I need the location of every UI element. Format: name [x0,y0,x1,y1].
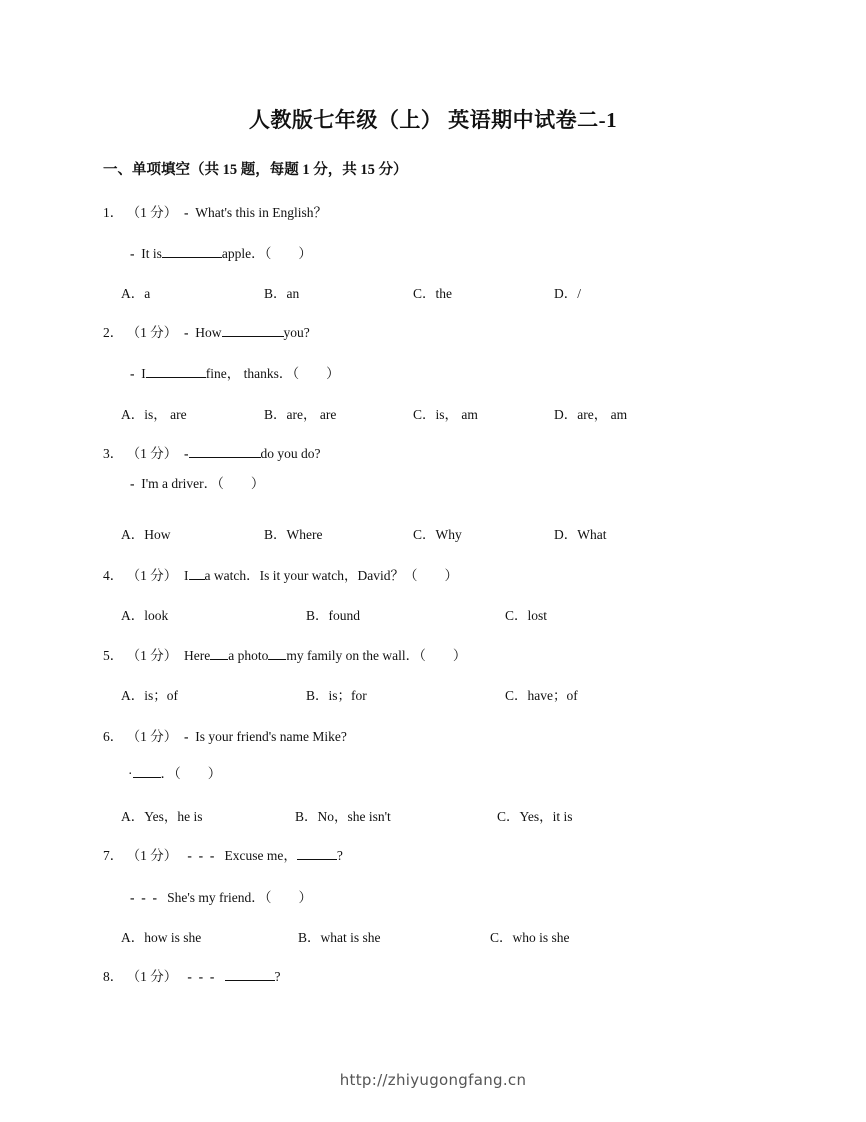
question-1-stem [103,201,327,221]
question-6-line2 [128,762,221,782]
dash: - - - [130,890,157,905]
question-4-stem [103,564,458,584]
answer-blank[interactable] [146,365,206,378]
answer-blank[interactable] [222,324,284,337]
dash: - - - [187,969,215,984]
question-score: （1 分） [126,969,178,984]
option-b[interactable]: B．found [306,608,360,623]
question-3-stem [103,442,321,462]
question-score: （1 分） [126,568,178,583]
question-text: you? [283,325,310,340]
option-a[interactable]: A．look [121,608,169,623]
dash: - [130,246,135,261]
question-8-stem [103,965,281,985]
option-a[interactable]: A．How [121,527,171,542]
section-heading: 一、单项填空（共 15 题，每题 1 分，共 15 分） [103,162,408,178]
option-a[interactable]: A．Yes，he is [121,809,203,824]
question-score: （1 分） [126,648,178,663]
dash: - [130,366,135,381]
question-2-line2 [130,362,340,382]
question-text: a watch．Is it your watch，David？（ ） [204,568,458,583]
question-number: 6． [103,729,124,744]
question-text: I'm a driver．（ ） [141,476,265,491]
option-a[interactable]: A．is， are [121,407,187,422]
answer-blank[interactable] [225,968,275,981]
question-text: my family on the wall．（ ） [286,648,467,663]
dash: - [130,476,135,491]
question-text: She's my friend．（ ） [167,890,313,905]
option-a[interactable]: A．a [121,286,151,301]
option-b[interactable]: B．are， are [264,407,337,422]
footer-url: http://zhiyugongfang.cn [339,1071,527,1089]
question-3-line2 [130,472,264,492]
answer-blank[interactable] [133,765,161,778]
question-text: It is [141,246,162,261]
dash: - - - [187,848,215,863]
option-c[interactable]: C．is， am [413,407,478,422]
option-d[interactable]: D．/ [554,286,581,301]
question-text: How [195,325,222,340]
question-7-stem [103,844,343,864]
question-score: （1 分） [126,325,178,340]
option-b[interactable]: B．what is she [298,930,381,945]
option-d[interactable]: D．What [554,527,607,542]
question-text: I [141,366,146,381]
question-number: 5． [103,648,124,663]
question-number: 3． [103,446,124,461]
question-text: What's this in English？ [195,205,328,220]
option-d[interactable]: D．are， am [554,407,628,422]
question-text: apple．（ ） [221,246,312,261]
dash: - [184,325,189,340]
option-b[interactable]: B．an [264,286,300,301]
question-text: do you do? [260,446,321,461]
option-a[interactable]: A．how is she [121,930,202,945]
option-b[interactable]: B．is；for [306,688,367,703]
question-text: · [128,766,133,781]
option-b[interactable]: B．No，she isn't [295,809,391,824]
question-2-stem [103,321,310,341]
question-text: Here [184,648,211,663]
option-c[interactable]: C．lost [505,608,548,623]
question-score: （1 分） [126,729,178,744]
dash: - [184,446,189,461]
question-1-line2 [130,242,312,262]
question-6-stem [103,725,347,745]
question-5-stem [103,644,466,664]
question-text: ? [274,969,281,984]
question-text: I [184,568,189,583]
question-number: 8． [103,969,124,984]
question-score: （1 分） [126,205,178,220]
option-c[interactable]: C．Why [413,527,462,542]
answer-blank[interactable] [297,847,337,860]
question-text: fine， thanks．（ ） [205,366,340,381]
question-text: Excuse me， [224,848,297,863]
question-number: 7． [103,848,124,863]
dash: - [184,729,189,744]
page-title: 人教版七年级（上） 英语期中试卷二-1 [248,108,618,132]
option-c[interactable]: C．Yes，it is [497,809,573,824]
option-c[interactable]: C．have；of [505,688,578,703]
answer-blank[interactable] [210,647,228,660]
option-c[interactable]: C．who is she [490,930,570,945]
option-a[interactable]: A．is；of [121,688,178,703]
question-text: a photo [228,648,269,663]
question-number: 2． [103,325,124,340]
question-7-line2 [130,886,312,906]
answer-blank[interactable] [162,245,222,258]
question-text: ．（ ） [160,766,222,781]
answer-blank[interactable] [189,567,205,580]
question-number: 4． [103,568,124,583]
option-b[interactable]: B．Where [264,527,323,542]
question-text: Is your friend's name Mike? [195,729,347,744]
question-text: ? [336,848,343,863]
question-number: 1． [103,205,124,220]
dash: - [184,205,189,220]
answer-blank[interactable] [268,647,286,660]
question-score: （1 分） [126,446,178,461]
answer-blank[interactable] [189,445,261,458]
option-c[interactable]: C．the [413,286,452,301]
question-score: （1 分） [126,848,178,863]
